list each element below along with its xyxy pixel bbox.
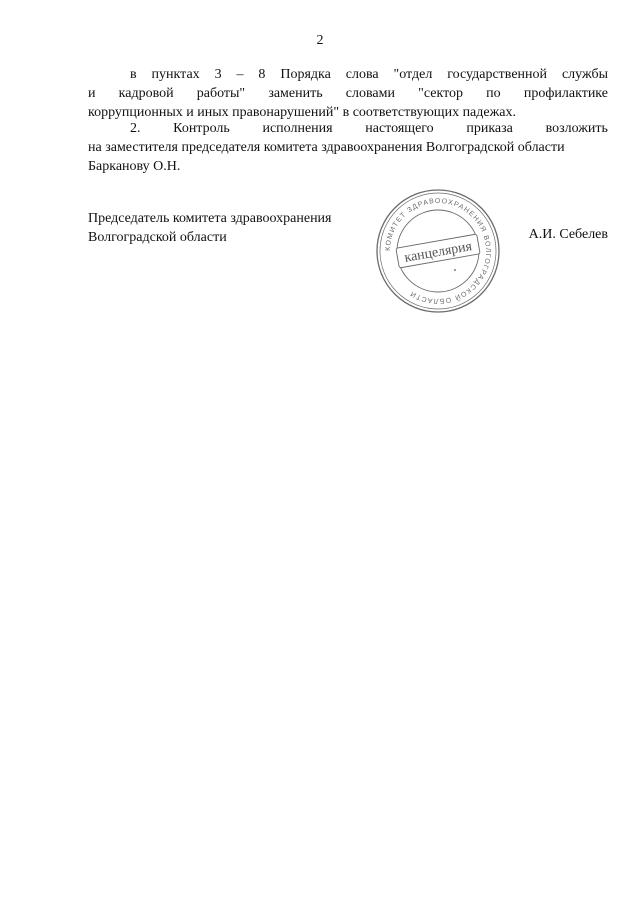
stamp-dot xyxy=(454,269,456,271)
word: по xyxy=(486,86,501,101)
paragraph-2-line-3: Барканову О.Н. xyxy=(88,159,181,174)
word: профилактике xyxy=(523,86,608,101)
word: государственной xyxy=(447,67,548,82)
paragraph-1-line-3: коррупционных и иных правонарушений" в соответствующих падежах. xyxy=(88,105,516,120)
word: "сектор xyxy=(418,86,464,101)
word: кадровой xyxy=(118,86,174,101)
paragraph-2 xyxy=(88,119,608,176)
word: исполнения xyxy=(262,121,333,136)
stamp-center-text: канцелярия xyxy=(403,239,474,266)
paragraph-1 xyxy=(88,65,608,122)
page-number: 2 xyxy=(316,33,324,48)
word: – xyxy=(236,67,244,82)
word: службы xyxy=(561,67,608,82)
signatory-title-line-1: Председатель комитета здравоохранения xyxy=(88,211,332,226)
paragraph-1-line-1 xyxy=(88,65,608,84)
paragraph-2-line-2: на заместителя председателя комитета здравоохранения Волгоградской области xyxy=(88,140,565,155)
word: заменить xyxy=(268,86,323,101)
signatory-title-line-2: Волгоградской области xyxy=(88,230,227,245)
word: приказа xyxy=(466,121,513,136)
office-stamp xyxy=(375,188,501,314)
paragraph-1-line-2 xyxy=(88,84,608,103)
paragraph-2-line-1 xyxy=(88,119,608,138)
word: 3 xyxy=(214,67,222,82)
word: работы" xyxy=(196,86,246,101)
word: 8 xyxy=(258,67,266,82)
word: "отдел xyxy=(393,67,433,82)
word: слова xyxy=(345,67,379,82)
word: и xyxy=(88,86,96,101)
word: возложить xyxy=(545,121,608,136)
word: Контроль xyxy=(173,121,230,136)
word: словами xyxy=(345,86,395,101)
word: в xyxy=(130,67,137,82)
word: 2. xyxy=(130,121,141,136)
stamp-ring-text: КОМИТЕТ ЗДРАВООХРАНЕНИЯ ВОЛГОГРАДСКОЙ ОБЛАСТИ xyxy=(384,197,492,305)
word: Порядка xyxy=(280,67,331,82)
signature-block xyxy=(88,209,608,247)
word: настоящего xyxy=(365,121,434,136)
word: пунктах xyxy=(151,67,200,82)
signatory-name: А.И. Себелев xyxy=(528,227,608,242)
